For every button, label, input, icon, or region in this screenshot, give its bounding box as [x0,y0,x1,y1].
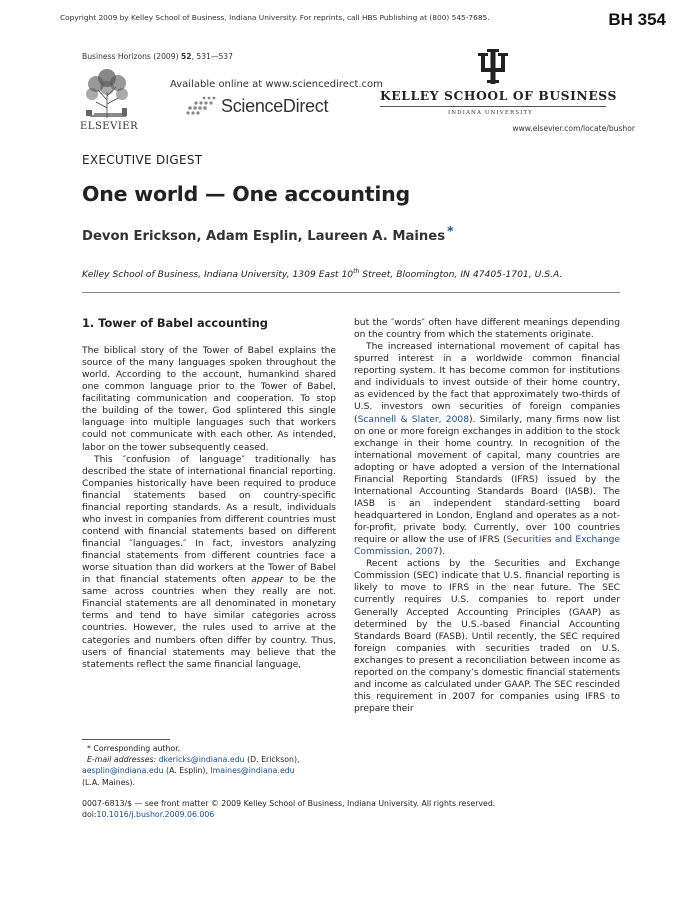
iu-trident-logo [478,48,508,84]
citation-link[interactable]: Scannell & Slater, 2008 [357,414,470,425]
email-owner-line: (L.A. Maines). [82,777,136,787]
footnote-mark: * [87,744,91,753]
journal-pages: , 531—537 [191,52,233,61]
journal-volume: 52 [180,52,192,61]
footnote-rule [82,739,170,740]
elsevier-wordmark: ELSEVIER [80,121,139,132]
sciencedirect-dots-icon [184,95,220,117]
paragraph-text: The increased international movement of capital has spurred interest in a worldwide common financial reporting system. It has become common for institutions and individuals to invest outside of their home country, as evidenced by the fact that approximately two-thirds of U.S. investors own securities of foreign companies ( [354,342,620,425]
school-divider [380,106,606,107]
paragraph-text: to be the same across countries when they really are not. Financial statements are all denominated in monetary terms and tend to have similar categories across countries. However, the rules used to arrive at the categories and numbers often differ by country. Thus, users of financial statements may believe that the statements reflect the same financial language, [82,575,337,670]
doi-link[interactable]: 10.1016/j.bushor.2009.06.006 [96,810,215,820]
footnote-label: Corresponding author. [90,744,181,753]
paragraph: Recent actions by the Securities and Exchange Commission (SEC) indicate that U.S. financial reporting is likely to move to IFRS in the near future. The SEC currently requires U.S. companies to report under Generally Accepted Accounting Principles (GAAP) as determined by the U.S.-based Financial Accounting Standards Board (FASB). Until recently, the SEC required foreign companies with securities traded on U.S. exchanges to present a reconciliation between income as reported on the company’s domestic financial statements and income as calculated under GAAP. The SEC rescinded this requirement in 2007 for companies using IFRS to prepare their [354,559,620,714]
journal-url[interactable]: www.elsevier.com/locate/bushor [512,124,635,133]
email-label: E-mail addresses: [87,755,157,765]
corresponding-author-mark[interactable]: * [447,224,454,238]
emphasis: appear [251,575,284,586]
footnote [82,743,342,788]
section-label: EXECUTIVE DIGEST [82,153,203,167]
doi-label: doi: [82,810,97,820]
corresponding-author-note [82,743,342,754]
author-names: Devon Erickson, Adam Esplin, Laureen A. Maines [82,229,446,244]
paragraph-text: ). Similarly, many firms now list on one or more foreign exchanges in addition to the stock exchange in their home country. In recognition of the international movement of capital, many countries are adopting or have adopted a version of the International Financial Reporting Standards (IFRS) issued by the International Accounting Standards Board (IASB). The IASB is an independent standard-setting board headquartered in London, England and operates as a not-for-profit, private body. Currently, over 100 countries require or allow the use of IFRS ( [354,414,620,546]
page-footer [82,798,495,821]
email-line [82,765,342,776]
paragraph: but the ″words″ often have different meanings depending on the country from which the statements originate. [354,318,620,341]
copyright-notice: Copyright 2009 by Kelley School of Business, Indiana University. For reprints, call HBS Publishing at (800) 545-7685. [60,13,490,22]
paragraph: The biblical story of the Tower of Babel explains the source of the many languages spoken throughout the world. According to the account, humankind shared one common language prior to the Tower of Babel, facilitating communication and cooperation. To stop the building of the tower, God splintered this single language into multiple languages such that workers could not communicate with each other. As intended, labor on the tower subsequently ceased. [82,346,336,453]
email-line [82,754,342,765]
journal-name: Business Horizons (2009) [82,52,179,61]
paragraph [82,454,336,671]
available-online: Available online at www.sciencedirect.com [170,79,383,90]
university-name: INDIANA UNIVERSITY [448,110,533,116]
header-rule [82,292,620,293]
affiliation-text-end: Street, Bloomington, IN 47405-1701, U.S.A. [359,269,563,281]
elsevier-tree-logo [82,66,132,120]
citation-link[interactable]: Securities and Exchange Commission, 2007 [354,535,621,558]
author-list [82,224,453,244]
affiliation-text: Kelley School of Business, Indiana University, 1309 East 10 [82,269,354,281]
paragraph-text: This ″confusion of language″ traditionally has described the state of international financial reporting. Companies historically have been required to produce financial statements based on country-specific financial reporting standards. As a result, individuals who invest in companies from different countries must contend with financial statements based on different financial ″languages.″ In fact, investors analyzing financial statements from different countries face a worse situation than did workers at the Tower of Babel in that financial statements often [82,454,336,586]
sciencedirect-wordmark: ScienceDirect [221,96,329,116]
paragraph [354,341,620,558]
article-code: BH 354 [608,10,666,29]
paragraph-text: ). [438,547,446,558]
email-link[interactable]: aesplin@indiana.edu [82,766,164,776]
issn-line: 0007-6813/$ — see front matter © 2009 Kelley School of Business, Indiana University. All rights reserved. [82,799,496,808]
affiliation-superscript: th [353,268,360,275]
email-link[interactable]: dkericks@indiana.edu [158,755,245,765]
right-column [354,317,620,715]
section-heading: 1. Tower of Babel accounting [82,316,268,330]
left-column [82,345,336,671]
affiliation [82,268,562,280]
email-link[interactable]: lmaines@indiana.edu [210,766,295,776]
journal-citation [82,52,233,61]
email-owner: (A. Esplin), [163,766,211,776]
article-title: One world — One accounting [82,182,411,206]
email-owner: (D. Erickson), [244,755,300,765]
school-name: KELLEY SCHOOL OF BUSINESS [380,88,617,103]
doi-line [82,809,495,820]
